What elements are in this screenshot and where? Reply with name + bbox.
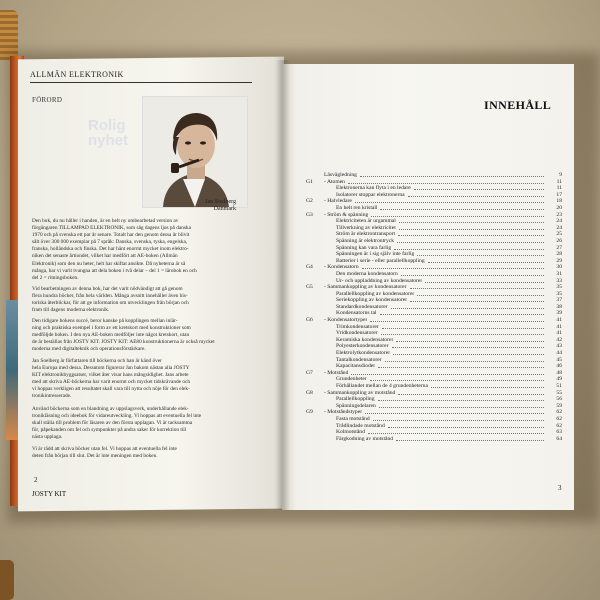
- toc-entry: [306, 271, 562, 278]
- toc-page-number: 59: [556, 402, 562, 409]
- toc-leader-dots: [368, 433, 544, 434]
- toc-entry-title: Tillverkning av elektricitet: [336, 224, 396, 231]
- text-line: niken det senaste årtiondet, vilket har medfört att AE-boken (Allmän: [32, 253, 178, 260]
- toc-leader-dots: [401, 275, 544, 276]
- toc-leader-dots: [380, 209, 544, 210]
- text-line: 1970 och på svenska ett par år senare. Totalt har den genom dessa år blivit: [32, 232, 190, 239]
- caption-country: Danmark: [213, 206, 236, 212]
- toc-entry-title: Parallellkoppling av kondensatorer: [336, 290, 415, 297]
- toc-entry: [306, 284, 562, 291]
- toc-leader-dots: [378, 400, 544, 401]
- toc-page-number: 17: [556, 191, 562, 198]
- toc-entry-title: Färgkodning av motstånd: [336, 435, 394, 442]
- toc-entry-title: Kolmotstånd: [336, 429, 365, 436]
- toc-entry: [306, 291, 562, 298]
- toc-chapter-code: G6: [306, 317, 313, 324]
- toc-leader-dots: [397, 242, 544, 243]
- foreword-paragraph-1: [32, 218, 248, 282]
- toc-entry: [306, 416, 562, 423]
- author-photo: [142, 96, 248, 208]
- text-line: toriska återblickar, för att ge information om utvecklingen från början och: [32, 300, 189, 307]
- toc-entry: [306, 423, 562, 430]
- toc-leader-dots: [365, 413, 544, 414]
- toc-leader-dots: [355, 202, 544, 203]
- text-line: många, har vi varit tvungna att dela boken i två delar – del 1 = lärobok en och: [32, 267, 197, 274]
- toc-entry-title: - Sammankoppling av motstånd: [324, 389, 396, 396]
- toc-leader-dots: [417, 255, 544, 256]
- toc-leader-dots: [362, 268, 544, 269]
- toc-entry-title: Kapacitansdioder: [336, 363, 376, 370]
- text-line: franska, holländska och finska. Det har hänt enormt mycket inom elektro-: [32, 246, 189, 253]
- toc-entry-title: Polyesterkondensatorer: [336, 343, 389, 350]
- text-line: Jan Soelberg är författaren till böckerna och han är känd över: [32, 358, 162, 364]
- toc-page-number: 39: [556, 310, 562, 317]
- toc-chapter-code: G3: [306, 211, 313, 218]
- text-line: fram till dagens moderna elektronik.: [32, 307, 110, 314]
- text-line: de är beställas från JOSTY KIT. JOSTY KIT: AE80 konstruktionerna är också mycket: [32, 339, 215, 346]
- toc-entry: [306, 324, 562, 331]
- toc-entry: [306, 231, 562, 238]
- toc-page-number: 28: [556, 251, 562, 258]
- photo-caption: [176, 199, 236, 213]
- toc-entry-title: - Motstånd: [324, 369, 349, 376]
- toc-entry-title: - Ström & spänning: [324, 211, 369, 218]
- toc-entry: [306, 179, 562, 186]
- toc-chapter-code: G5: [306, 284, 313, 291]
- toc-leader-dots: [396, 341, 544, 342]
- foreword-paragraph-4: [32, 358, 248, 401]
- toc-entry-title: Tantalkondensatorer: [336, 356, 382, 363]
- text-line: KIT elektronikbyggsatser, vilket åter visar hans mångsidighet. Jans arbete: [32, 372, 189, 379]
- toc-page-number: 38: [556, 303, 562, 310]
- toc-entry-title: Spänning är elektrontryck: [336, 237, 395, 244]
- toc-page-number: 18: [556, 198, 562, 205]
- toc-entry: [306, 172, 562, 179]
- toc-entry-title: Fasta motstånd: [336, 415, 370, 422]
- toc-chapter-code: G8: [306, 389, 313, 396]
- toc-page-number: 11: [556, 178, 562, 185]
- toc-leader-dots: [392, 347, 544, 348]
- toc-entry: [306, 198, 562, 205]
- toc-entry: [306, 343, 562, 350]
- toc-entry-title: - Motståndstyper: [324, 409, 363, 416]
- toc-entry-title: Parallellkoppling: [336, 396, 375, 403]
- toc-entry-title: Spänning kan vara farlig: [336, 244, 392, 251]
- toc-leader-dots: [410, 301, 544, 302]
- toc-entry-title: - Kondensatortyper: [324, 317, 368, 324]
- page-number-left: 2: [34, 476, 38, 484]
- toc-entry-title: Spänningen är i sig själv inte farlig: [336, 251, 415, 258]
- toc-page-number: 27: [556, 244, 562, 251]
- toc-page-number: 31: [556, 270, 562, 277]
- toc-entry: [306, 258, 562, 265]
- header-rule: [30, 82, 252, 83]
- toc-leader-dots: [417, 295, 544, 296]
- background-title-line: nyhet: [88, 132, 129, 149]
- toc-page-number: 49: [556, 376, 562, 383]
- toc-leader-dots: [408, 196, 544, 197]
- text-line: Vi är rädd att skriva böcker utan fel. Vi hoppas att eventuella fel inte: [32, 446, 177, 452]
- toc-leader-dots: [385, 361, 544, 362]
- toc-page-number: 56: [556, 396, 562, 403]
- toc-entry-title: En helt ren kristall: [336, 204, 378, 211]
- toc-entry: [306, 383, 562, 390]
- toc-leader-dots: [371, 216, 544, 217]
- toc-page-number: 30: [556, 264, 562, 271]
- toc-entry-title: Trådlindade motstånd: [336, 422, 385, 429]
- text-line: Den tidigare bokens succé, beror kanske på kopplingen mellan inlär-: [32, 318, 178, 324]
- toc-entry-title: Isolatorer stoppar elektronerna: [336, 191, 405, 198]
- toc-page-number: 41: [556, 323, 562, 330]
- toc-leader-dots: [370, 321, 544, 322]
- toc-entry-title: Standardkondensatorer: [336, 303, 388, 310]
- toc-entry: [306, 225, 562, 232]
- foreword-paragraph-5: [32, 406, 248, 441]
- toc-chapter-code: G1: [306, 178, 313, 185]
- toc-page-number: 45: [556, 356, 562, 363]
- toc-entry: [306, 205, 562, 212]
- text-line: Använd böckerna som en blandning av uppslagsverk, underhållande elek-: [32, 406, 189, 412]
- toc-entry-title: Trimkondensatorer: [336, 323, 379, 330]
- toc-leader-dots: [360, 176, 544, 177]
- toc-entry: [306, 310, 562, 317]
- toc-leader-dots: [378, 367, 544, 368]
- toc-chapter-code: G2: [306, 198, 313, 205]
- toc-leader-dots: [379, 407, 544, 408]
- text-line: Den bok, du nu håller i handen, är en helt ny ombearbetad version av: [32, 218, 179, 224]
- toc-leader-dots: [414, 189, 544, 190]
- text-line: deten från början till slut. Det är inte meningen med boken.: [32, 453, 158, 460]
- toc-leader-dots: [382, 328, 544, 329]
- toc-page-number: 23: [556, 211, 562, 218]
- text-line: del 2 = ritningsboken.: [32, 274, 79, 281]
- toc-entry: [306, 390, 562, 397]
- toc-leader-dots: [391, 308, 544, 309]
- toc-entry-title: Elektronerna kan flyta i en ledare: [336, 185, 411, 192]
- book-gutter: [276, 60, 290, 510]
- toc-entry: [306, 317, 562, 324]
- toc-entry-title: Batterier i serie - eller parallellkoppling: [336, 257, 425, 264]
- toc-entry: [306, 370, 562, 377]
- toc-entry: [306, 278, 562, 285]
- toc-page-number: 24: [556, 218, 562, 225]
- toc-entry: [306, 238, 562, 245]
- toc-chapter-code: G7: [306, 369, 313, 376]
- toc-page-number: 41: [556, 330, 562, 337]
- toc-leader-dots: [373, 420, 544, 421]
- toc-leader-dots: [410, 288, 544, 289]
- toc-entry-title: Elektriciteten är urgammal: [336, 218, 396, 225]
- toc-leader-dots: [428, 262, 544, 263]
- toc-entry-title: Ström är elektrontransport: [336, 231, 396, 238]
- toc-entry-title: - Halvledare: [324, 198, 352, 205]
- toc-page-number: 37: [556, 297, 562, 304]
- toc-page-number: 35: [556, 290, 562, 297]
- toc-page-number: 11: [556, 185, 562, 192]
- text-line: nästa upplaga.: [32, 434, 63, 441]
- toc-page-number: 9: [559, 172, 562, 178]
- toc-entry-title: Keramiska kondensatorer: [336, 336, 394, 343]
- toc-entry: [306, 357, 562, 364]
- text-line: medföljde boken. I den nya AE-boken medföljer inte något kretskort, utan: [32, 332, 190, 339]
- background-title: [88, 118, 128, 148]
- toc-chapter-code: G4: [306, 264, 313, 271]
- toc-entry: [306, 297, 562, 304]
- toc-leader-dots: [398, 394, 544, 395]
- text-line: ning och praktiska exempel i form av ett kretskort med konstruktioner som: [32, 325, 191, 332]
- toc-entry: [306, 330, 562, 337]
- text-line: sålt över 300 000 exemplar på 7 språk: Danska, svenska, tyska, engelska,: [32, 239, 188, 246]
- toc-leader-dots: [431, 387, 544, 388]
- toc-leader-dots: [398, 235, 544, 236]
- author-portrait: [143, 97, 247, 207]
- toc-entry-title: Seriekoppling av kondensatorer: [336, 297, 408, 304]
- toc-leader-dots: [388, 427, 544, 428]
- toc-entry: [306, 245, 562, 252]
- toc-page-number: 63: [556, 429, 562, 436]
- toc-entry: [306, 264, 562, 271]
- toc-entry: [306, 436, 562, 443]
- toc-entry: [306, 403, 562, 410]
- toc-entry-title: Ur- och uppladdning av kondensatorer: [336, 277, 423, 284]
- toc-page-number: 41: [556, 317, 562, 324]
- text-line: Elektronik) som den nu heter, helt har skiftat ansikte. Då nyheterna är så: [32, 260, 186, 267]
- caption-name: Jan Soelberg: [205, 199, 236, 205]
- toc-entry-title: Läsvägledning: [324, 172, 357, 178]
- text-line: med att skriva AE-böckerna har varit enormt och mycket tidskrävande och: [32, 379, 190, 386]
- toc-page-number: 46: [556, 363, 562, 370]
- toc-leader-dots: [425, 282, 544, 283]
- toc-page-number: 64: [556, 435, 562, 442]
- text-line: flera hundra böcker, från hela världen. Många avsnitt innehåller även his-: [32, 293, 188, 300]
- toc-page-number: 25: [556, 231, 562, 238]
- toc-entry: [306, 192, 562, 199]
- toc-entry-title: Den moderna kondensatorn: [336, 270, 398, 277]
- toc-chapter-code: G9: [306, 409, 313, 416]
- toc-entry-title: Kondensatorns tal: [336, 310, 377, 317]
- toc-page-number: 26: [556, 237, 562, 244]
- text-line: tronikintresserade.: [32, 393, 72, 400]
- toc-entry-title: - Atomen: [324, 178, 345, 185]
- toc-entry-title: - Kondensatorn: [324, 264, 359, 271]
- toc-entry-title: Elektrolytkondensatorer: [336, 350, 391, 357]
- toc-leader-dots: [393, 354, 544, 355]
- toc-page-number: 51: [556, 383, 562, 389]
- toc-entry: [306, 185, 562, 192]
- text-line: moderna med digitalteknik och operationsförstärkare.: [32, 346, 146, 353]
- toc-page-number: 55: [556, 389, 562, 396]
- toc-entry: [306, 396, 562, 403]
- toc-page-number: 44: [556, 350, 562, 357]
- toc-leader-dots: [399, 229, 544, 230]
- toc-page-number: 29: [556, 257, 562, 264]
- foreword-paragraph-3: [32, 318, 248, 353]
- toc-page-number: 35: [556, 284, 562, 291]
- toc-entry-title: Vridkondensatorer: [336, 330, 378, 337]
- toc-entry: [306, 409, 562, 416]
- toc-entry-title: Förhållandet mellan de 4 grundenheterna: [336, 383, 428, 389]
- toc-leader-dots: [380, 314, 544, 315]
- toc-leader-dots: [348, 183, 544, 184]
- toc-page-number: 48: [556, 369, 562, 376]
- toc-entry-title: - Sammankoppling av kondensatorer: [324, 284, 407, 291]
- toc-entry: [306, 212, 562, 219]
- publisher-name: JOSTY KIT: [32, 490, 67, 498]
- toc-leader-dots: [396, 440, 544, 441]
- table-of-contents: [306, 172, 562, 442]
- toc-entry: [306, 429, 562, 436]
- background-title-line: Rolig: [88, 117, 126, 134]
- section-label: FÖRORD: [32, 96, 63, 104]
- toc-entry: [306, 251, 562, 258]
- toc-entry: [306, 376, 562, 383]
- contents-title: INNEHÅLL: [484, 98, 552, 112]
- toc-entry-title: Grundenheter: [336, 376, 367, 383]
- toc-leader-dots: [381, 334, 544, 335]
- toc-page-number: 42: [556, 336, 562, 343]
- toc-page-number: 62: [556, 422, 562, 429]
- toc-page-number: 20: [556, 204, 562, 211]
- text-line: förgängaren TILLÄMPAD ELEKTRONIK, som såg dagens ljus på danska: [32, 225, 191, 232]
- toc-page-number: 43: [556, 343, 562, 350]
- text-line: hela Europa med dessa. Dessutom figurerar Jan bakom nästan alla JOSTY: [32, 365, 190, 372]
- text-line: för, påpekanden om fel och sympunkter på andra saker för korrektion till: [32, 427, 187, 434]
- toc-entry: [306, 350, 562, 357]
- toc-page-number: 62: [556, 409, 562, 416]
- foreword-paragraph-2: [32, 286, 248, 314]
- text-line: tronikläsning och ideebok för vidareutveckling. Vi hoppas att eventuella fel inte: [32, 413, 202, 420]
- toc-page-number: 33: [556, 277, 562, 284]
- toc-entry: [306, 363, 562, 370]
- toc-leader-dots: [394, 249, 544, 250]
- toc-entry: [306, 304, 562, 311]
- toc-entry-title: Spänningsdelaren: [336, 402, 376, 409]
- text-line: vi hoppas verkligen att resultatet skall vara till nytta och nöje för den elek-: [32, 386, 190, 393]
- page-number-right: 3: [558, 484, 562, 492]
- toc-entry: [306, 337, 562, 344]
- foreword-paragraph-6: [32, 446, 248, 460]
- wooden-object: [0, 560, 14, 600]
- toc-page-number: 62: [556, 415, 562, 422]
- toc-leader-dots: [351, 374, 544, 375]
- text-line: skall stälia till problem för läsaren av den första upplagan. Vi är tacksamma: [32, 420, 193, 427]
- toc-leader-dots: [370, 380, 544, 381]
- toc-page-number: 24: [556, 224, 562, 231]
- toc-leader-dots: [399, 222, 544, 223]
- text-line: Vid bearbetningen av denna bok, har det varit nödvändigt att gå genom: [32, 286, 183, 292]
- running-head: ALLMÄN ELEKTRONIK: [30, 70, 124, 79]
- toc-entry: [306, 218, 562, 225]
